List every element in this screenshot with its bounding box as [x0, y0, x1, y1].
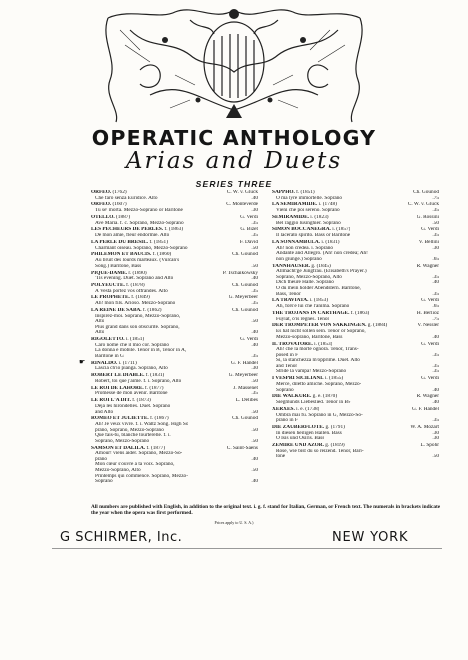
- opera-year: r. (1890): [128, 270, 147, 276]
- aria-price: .30: [432, 245, 439, 251]
- opera-entry: [272, 264, 439, 298]
- left-catalog-column: [79, 190, 258, 486]
- opera-title: XERXES.: [272, 406, 295, 412]
- aria-name: Mon cœur s'ouvre à ta voix. Soprano,: [95, 462, 175, 468]
- composer-name: H. Berlioz: [416, 310, 439, 316]
- opera-entry: [91, 295, 258, 306]
- opera-entry: [272, 240, 439, 262]
- composer-name: G. Verdi: [421, 298, 439, 304]
- opera-title: TANNHÄUSER.: [272, 263, 311, 269]
- aria-name: La donna è mobile. Tenor in B, Tenor in A,: [95, 348, 187, 354]
- composer-name: C. Saint-Saëns: [226, 445, 258, 451]
- aria-price: .35: [251, 354, 258, 359]
- composer-name: G. Rossini: [416, 214, 439, 220]
- aria-name: Déjà les hirondelles. Duet. Soprano: [95, 403, 171, 409]
- opera-year: i. (1851): [125, 337, 145, 343]
- aria-price: .40: [432, 280, 439, 286]
- aria-name: posed in F: [276, 352, 299, 358]
- opera-entry: [91, 337, 258, 359]
- aria-name: Es hat nicht sollen sein. Tenor or Soprano,: [276, 329, 366, 335]
- opera-entry: [91, 308, 258, 336]
- aria-name: Promesse de mon avenir. Baritone: [95, 391, 168, 397]
- aria-price: .35: [251, 301, 258, 307]
- opera-title: SIMON BOCCANEGRA.: [272, 227, 331, 233]
- composer-name: Ch. Gounod: [413, 190, 439, 195]
- aria-price: .35: [432, 274, 439, 280]
- aria-name: À Vesta portez vos offrandes. Alto: [95, 288, 168, 294]
- anthology-title: OPERATIC ANTHOLOGY: [91, 126, 377, 150]
- opera-year: f. (1851): [149, 239, 168, 245]
- opera-year: g. (1884): [367, 323, 388, 329]
- aria-price: .50: [251, 378, 258, 384]
- opera-entry: [272, 394, 439, 405]
- opera-entry: [272, 425, 439, 442]
- opera-entry: [79, 357, 258, 372]
- opera-entry: [91, 202, 258, 213]
- aria-price: .50: [251, 319, 258, 325]
- composer-name: G. Meyerbeer: [228, 373, 258, 379]
- aria-name: Robert, toi que j'aime. f. i. Soprano, Alto: [95, 378, 182, 384]
- opera-year: f. (1867): [150, 416, 169, 422]
- opera-title: THE TROJANS IN CARTHAGE.: [272, 310, 350, 316]
- opera-year: f. (1873): [132, 398, 151, 404]
- aria-name: Andante and Allegro. (Ah! non credea; Ah!: [276, 251, 368, 257]
- pointing-hand-icon: ☛: [79, 357, 86, 366]
- opera-entry: [272, 376, 439, 393]
- opera-year: f. (1877): [145, 385, 164, 391]
- aria-name: Charmant oiseau. Soprano, Mezzo-Soprano: [95, 245, 188, 251]
- composer-name: Ch. Gounod: [232, 307, 258, 313]
- aria-name: O Isis und Osiris. Bass: [276, 436, 325, 442]
- opera-entry: [272, 190, 439, 201]
- opera-year: f. (1831): [145, 373, 165, 379]
- opera-entry: [272, 407, 439, 424]
- aria-price: .40: [251, 342, 258, 348]
- publisher-city: NEW YORK: [332, 530, 409, 545]
- aria-name: Caro nome che il mio cor. Soprano: [95, 342, 169, 348]
- aria-name: Ah! non credea. i. Soprano: [276, 245, 334, 251]
- composer-name: W. A. Mozart: [410, 425, 439, 431]
- aria-price: .35: [432, 208, 439, 214]
- aria-name: Il lacerato spirito. Bass or Baritone: [276, 233, 351, 239]
- composer-name: G. Verdi: [240, 214, 258, 220]
- opera-title: LA REINE DE SABA.: [91, 307, 142, 313]
- opera-entry: [272, 215, 439, 226]
- opera-title: OTELLO.: [91, 214, 115, 220]
- opera-title: PIQUE-DAME.: [91, 270, 128, 276]
- composer-name: G. Bizet: [240, 227, 258, 233]
- opera-year: i. (1855): [324, 376, 344, 382]
- opera-year: (1607): [112, 202, 127, 208]
- opera-title: POLYEUCTE.: [91, 282, 125, 288]
- composer-name: R. Wagner: [416, 263, 439, 269]
- aria-name: O du mein holder Abendstern. Baritone,: [276, 285, 361, 291]
- aria-name: Bass, Tenor: [276, 291, 301, 297]
- opera-title: RIGOLETTO.: [91, 337, 125, 343]
- aria-price: .35: [251, 391, 258, 397]
- footnote: All numbers are published with English, in addition to the original text. i. g. f. stand for Italian, German, or French text. The numerals in brackets indicate the year when the opera was first performed.: [91, 504, 441, 516]
- opera-year: i. (1831): [321, 239, 340, 245]
- aria-name: Ave Maria. f. c. Soprano, Mezzo-Soprano: [95, 220, 184, 226]
- composer-name: G. Meyerbeer: [228, 295, 258, 301]
- opera-year: g. (1819): [325, 443, 345, 449]
- opera-year: f. (1863): [350, 310, 370, 316]
- composer-name: G. F. Händel: [231, 360, 258, 366]
- opera-title: LA PERLE DU BRÉSIL.: [91, 239, 149, 245]
- composer-name: C. Monteverde: [226, 202, 258, 208]
- composer-name: L. Spohr: [420, 443, 439, 449]
- bottom-rule: [52, 548, 442, 549]
- opera-title: LES PÊCHEURS DE PERLES.: [91, 227, 164, 233]
- composer-name: F. David: [239, 239, 258, 245]
- opera-year: f. (1863): [164, 227, 183, 233]
- opera-year: i. (1853): [309, 298, 328, 304]
- aria-name: Soprano, Mezzo-Soprano, Alto: [276, 274, 342, 280]
- aria-name: non giunge.) Soprano: [276, 256, 322, 262]
- aria-name: Bel raggio lusinghier. Soprano: [276, 220, 341, 226]
- aria-price: .35: [432, 363, 439, 369]
- opera-title: ROBERT LE DIABLE.: [91, 373, 145, 379]
- aria-price: .35: [251, 233, 258, 239]
- aria-name: Plus grand dans son obscurité. Soprano,: [95, 324, 180, 330]
- opera-year: g. e. (1870): [312, 394, 338, 400]
- aria-name: tone: [276, 454, 286, 460]
- aria-name: and Alto: [95, 409, 114, 415]
- composer-name: R. Wagner: [416, 394, 439, 400]
- anthology-subtitle: Arias and Duets: [125, 148, 343, 174]
- opera-year: i. e. (1738): [296, 406, 320, 412]
- opera-year: f. (1862): [142, 307, 162, 313]
- opera-year: (1762): [112, 190, 127, 195]
- aria-name: Fuyiat, ô'is régnes. Tenor: [276, 316, 330, 322]
- aria-name: Ah! Je veux vivre. f. i. Waltz Song. High So: [95, 422, 189, 428]
- opera-entry: [272, 202, 439, 213]
- opera-entry: [91, 227, 258, 238]
- opera-entry: [91, 271, 258, 282]
- aria-name: prano, Soprano, Mezzo-Soprano: [95, 427, 164, 433]
- opera-entry: [272, 323, 439, 340]
- aria-name: Au bruit des lourds marteaux. (Vulcan's: [95, 258, 180, 264]
- aria-name: Que fais-tu, blanche tourterelle. f. i.: [95, 433, 171, 439]
- aria-name: Inspirez-moi. Soprano, Mezzo-Soprano,: [95, 313, 181, 319]
- opera-entry: [91, 283, 258, 294]
- opera-year: i. (1857): [332, 227, 351, 233]
- opera-entry: [91, 240, 258, 251]
- composer-name: V. Nessler: [417, 323, 439, 329]
- aria-name: prano: [95, 456, 108, 462]
- aria-price: .35: [251, 288, 258, 294]
- right-catalog-column: [272, 190, 439, 461]
- aria-price: .30: [251, 366, 258, 372]
- composer-name: G. Verdi: [421, 376, 439, 382]
- aria-price: .40: [432, 400, 439, 406]
- aria-price: .30: [432, 430, 439, 436]
- aria-price: .35: [432, 369, 439, 375]
- aria-name: Ah, fors'è lui che l'anima. Soprano: [276, 304, 350, 310]
- opera-entry: [272, 227, 439, 238]
- aria-price: .35: [432, 291, 439, 297]
- aria-price: .50: [251, 409, 258, 415]
- aria-price: .50: [432, 454, 439, 460]
- aria-price: .50: [251, 438, 258, 444]
- aria-price: .50: [432, 220, 439, 226]
- aria-name: In diesen heiligen Hallen. Bass: [276, 430, 342, 436]
- opera-entry: [272, 342, 439, 376]
- aria-name: Tu se' morta. Mezzo-Soprano or Baritone: [95, 208, 183, 214]
- series-label: SERIES THREE: [195, 179, 273, 189]
- aria-name: Ombra mai fu. Soprano in G, Mezzo-So-: [276, 412, 363, 418]
- opera-entry: [91, 215, 258, 226]
- composer-name: G. Verdi: [421, 227, 439, 233]
- opera-title: LE ROI L'A DIT.: [91, 398, 131, 404]
- opera-year: f. (1860): [152, 252, 172, 258]
- aria-name: 'Tis evening. Duet. Soprano and Alto: [95, 276, 174, 282]
- price-note: Prices apply to U. S. A.): [214, 520, 254, 525]
- opera-year: f. (1851): [296, 190, 315, 195]
- composer-name: G. Verdi: [421, 341, 439, 347]
- aria-price: .30: [432, 436, 439, 442]
- aria-price: .30: [251, 208, 258, 214]
- composer-name: C. W. v. Gluck: [407, 202, 439, 208]
- opera-entry: [91, 416, 258, 444]
- aria-name: Dich theure Halle. Soprano: [276, 280, 334, 286]
- aria-price: .75: [432, 316, 439, 322]
- opera-year: i. (1853): [314, 341, 333, 347]
- aria-price: .50: [251, 263, 258, 269]
- opera-entry: [91, 398, 258, 415]
- aria-name: Alto: [95, 330, 105, 336]
- opera-title: I VESPRI SICILIANI.: [272, 376, 324, 382]
- aria-price: .35: [432, 418, 439, 424]
- opera-title: LA SEMIRAMIDE.: [272, 202, 318, 208]
- aria-price: .40: [251, 330, 258, 336]
- aria-name: Baritone in G: [95, 354, 124, 359]
- aria-name: Mezzo-Soprano, Alto: [95, 468, 141, 474]
- opera-year: i. (1748): [318, 202, 337, 208]
- ornamental-header-icon: [0, 0, 468, 130]
- aria-price: .40: [251, 479, 258, 485]
- aria-price: .35: [432, 352, 439, 358]
- opera-title: ORFEO.: [91, 190, 112, 195]
- aria-name: and Tenor: [276, 363, 298, 369]
- aria-price: .35: [251, 220, 258, 226]
- aria-name: Soprano: [276, 387, 294, 393]
- aria-name: De mon amie, fleur endormie. Alto: [95, 233, 170, 239]
- opera-title: PHILÉMON ET BAUCIS.: [91, 252, 152, 258]
- aria-price: .75: [432, 195, 439, 201]
- aria-name: Song.) Baritone, Bass: [95, 263, 142, 269]
- opera-entry: [91, 252, 258, 269]
- composer-name: Ch. Gounod: [232, 252, 258, 258]
- composer-name: V. Bellini: [418, 239, 439, 245]
- composer-name: Ch. Gounod: [232, 282, 258, 288]
- aria-name: Mezzo-soprano, Baritone, Bass: [276, 334, 343, 340]
- composer-name: C. W. v. Gluck: [226, 190, 258, 195]
- aria-name: Ah! mon fils. Arioso. Mezzo-Soprano: [95, 301, 176, 307]
- opera-year: f. (1849): [131, 295, 150, 301]
- aria-name: Allmächt'ge Jungfrau. (Elisabeth's Prayer.): [276, 269, 367, 275]
- opera-title: ORFEO.: [91, 202, 112, 208]
- opera-entry: [91, 190, 258, 201]
- opera-title: SAMSON ET DALILA.: [91, 445, 146, 451]
- opera-year: f. (1878): [126, 282, 145, 288]
- composer-name: Ch. Gounod: [232, 416, 258, 422]
- aria-name: Che farò senza Euridice. Alto: [95, 195, 158, 201]
- opera-year: i. (1711): [118, 360, 137, 366]
- opera-title: RINALDO.: [91, 360, 118, 366]
- opera-entry: [272, 311, 439, 322]
- opera-title: DIE ZAUBERFLÖTE.: [272, 425, 325, 431]
- composer-name: L. Delibes: [235, 398, 258, 404]
- composer-name: P. Tschaikowsky: [222, 270, 258, 276]
- aria-price: .50: [251, 245, 258, 251]
- opera-title: LA SONNAMBULA.: [272, 239, 320, 245]
- opera-year: g. (1791): [325, 425, 345, 431]
- opera-entry: [272, 298, 439, 309]
- opera-year: g. (1845): [311, 263, 331, 269]
- aria-name: Si, la stanchezza m'opprime. Duet. Alto: [276, 358, 360, 364]
- opera-year: (1887): [116, 214, 131, 220]
- aria-name: Printemps qui commence. Soprano, Mezzo-: [95, 473, 188, 479]
- aria-price: .65: [432, 304, 439, 310]
- composer-name: G. Verdi: [240, 337, 258, 343]
- aria-price: .40: [432, 387, 439, 393]
- aria-name: Siegmunds Liebeslied. Tenor in B♭: [276, 400, 351, 406]
- aria-price: .40: [251, 195, 258, 201]
- composer-name: J. Massenet: [233, 385, 258, 391]
- aria-price: .40: [432, 334, 439, 340]
- opera-entry: [91, 373, 258, 384]
- aria-name: Soprano: [95, 479, 113, 485]
- opera-title: SAPPHO.: [272, 190, 295, 195]
- opera-title: LA TRAVIATA.: [272, 298, 309, 304]
- opera-year: f. (1877): [146, 445, 166, 451]
- opera-title: DIE WALKÜRE.: [272, 394, 312, 400]
- opera-entry: [91, 446, 258, 485]
- aria-price: .40: [251, 276, 258, 282]
- opera-entry: [91, 386, 258, 397]
- aria-name: Rose, wie bist du so reizend. Tenor, Bari-: [276, 448, 364, 454]
- opera-title: LE PROPHÈTE.: [91, 295, 130, 301]
- composer-name: G. F. Händel: [412, 406, 439, 412]
- aria-name: O ma lyre immortelle. Soprano: [276, 195, 343, 201]
- aria-price: .35: [432, 233, 439, 239]
- aria-name: Vieni che poi sereno. Soprano: [276, 208, 340, 214]
- aria-name: Merce, diletto amiche. Soprano, Mezzo-: [276, 381, 362, 387]
- aria-name: Soprano, Mezzo-Soprano: [95, 438, 150, 444]
- opera-year: i. (1823): [310, 214, 329, 220]
- opera-title: SEMIRAMIDE.: [272, 214, 309, 220]
- opera-entry: [272, 443, 439, 460]
- aria-price: .40: [251, 456, 258, 462]
- aria-name: Ah! che la morte ognora. Tenor, Trans-: [276, 347, 359, 353]
- opera-title: ZEMIRE UND AZOR.: [272, 443, 324, 449]
- publisher-name: G SCHIRMER, Inc.: [60, 530, 183, 545]
- opera-title: ROMÉO ET JULIETTE.: [91, 416, 149, 422]
- opera-title: IL TROVATORE.: [272, 341, 313, 347]
- opera-title: DER TROMPETER VON SÄKKINGEN.: [272, 323, 367, 329]
- aria-name: Alto: [95, 319, 105, 325]
- aria-name: Lascia ch'io pianga. Soprano, Alto: [95, 366, 168, 372]
- aria-name: prano in F: [276, 418, 298, 424]
- aria-name: Amour! viens aider. Soprano, Mezzo-So-: [95, 451, 183, 457]
- aria-price: .50: [251, 427, 258, 433]
- opera-title: LE ROI DE LAHORE.: [91, 385, 144, 391]
- aria-name: Stride la vampa! Mezzo-Soprano: [276, 369, 347, 375]
- aria-price: .50: [251, 468, 258, 474]
- aria-price: .65: [432, 256, 439, 262]
